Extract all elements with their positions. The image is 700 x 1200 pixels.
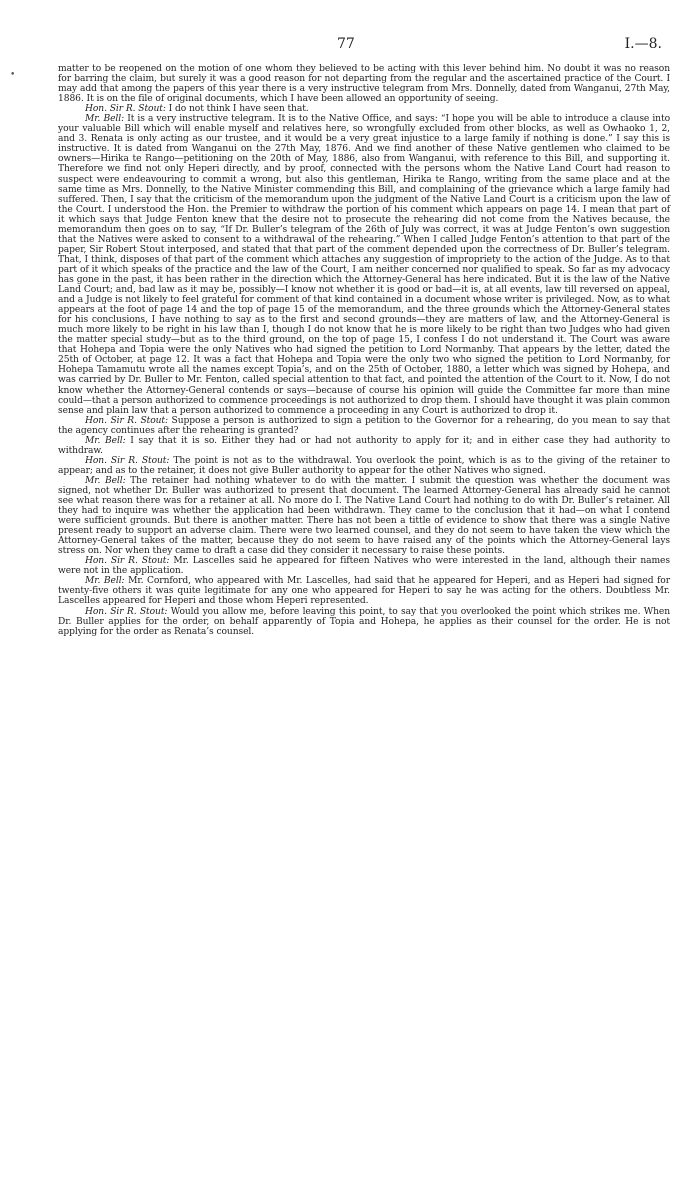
paragraph-text: matter to be reopened on the motion of one whom they believed to be acting with this lever behind him. No doubt it was no reason for barring the claim, but surely it was a good reason for not departing from the regular and the ascertained practice of the Court. I may add that among the papers of this year there is a very instructive telegram from Mrs. Donnelly, dated from Wanganui, 27th May, 1886. It is on the file of original documents, which I have been allowed an opportunity of seeing. (58, 64, 670, 105)
speaker-label: Hon. Sir R. Stout: (85, 606, 168, 617)
paragraph (58, 114, 670, 415)
speaker-label: Hon. Sir R. Stout: (85, 415, 169, 426)
speaker-label: Mr. Bell: (85, 475, 126, 486)
paragraph (58, 476, 670, 556)
speaker-label: Mr. Bell: (85, 576, 125, 587)
speaker-label: Hon. Sir R. Stout: (85, 104, 166, 115)
margin-mark: • (10, 70, 16, 80)
body-text (58, 64, 670, 637)
paragraph (58, 556, 670, 576)
paragraph-text: Mr. Cornford, who appeared with Mr. Lascelles, had said that he appeared for Heperi, and as Heperi had signed for twenty-five others it was quite legitimate for any one who appeared for Heperi to say he was acting for the others. Doubtless Mr. Lascelles appeared for Heperi and those whom Heperi represented. (58, 576, 670, 607)
paragraph-text: I say that it is so. Either they had or had not authority to apply for it; and in either case they had authority to withdraw. (58, 435, 670, 456)
paragraph (58, 607, 670, 637)
paragraph (58, 576, 670, 606)
page-number: 77 (337, 36, 355, 52)
page-header (0, 36, 700, 56)
paragraph-text: The retainer had nothing whatever to do with the matter. I submit the question was whether the document was signed, not whether Dr. Buller was authorized to present that document. The learned Attorney-General has already said he cannot see what reason there was for a retainer at all. No more do I. The Native Land Court had nothing to do with Dr. Buller’s retainer. All they had to inquire was whether the application had been withdrawn. They came to the conclusion that it had—on what I contend were sufficient grounds. But there is another matter. There has not been a tittle of evidence to show that there was a single Native present ready to support an adverse claim. There were two learned counsel, and they do not seem to have taken the view which the Attorney-General takes of the matter, because they do not seem to have raised any of the points which the Attorney-General lays stress on. Nor when they came to draft a case did they consider it necessary to raise these points. (58, 475, 670, 557)
speaker-label: Mr. Bell: (85, 114, 125, 125)
speaker-label: Mr. Bell: (85, 435, 126, 446)
paragraph-text: Suppose a person is authorized to sign a petition to the Governor for a rehearing, do you mean to say that the agency continues after the rehearing is granted? (58, 415, 670, 436)
paragraph (58, 104, 670, 114)
document-reference: I.—8. (624, 36, 662, 52)
paragraph-text: Would you allow me, before leaving this point, to say that you overlooked the point which strikes me. When Dr. Buller applies for the order, on behalf apparently of Topia and Hohepa, he applies as their counsel for the order. He is not applying for the order as Renata’s counsel. (58, 606, 670, 637)
speaker-label: Hon. Sir R. Stout: (85, 556, 170, 567)
paragraph-text: The point is not as to the withdrawal. You overlook the point, which is as to the giving of the retainer to appear; and as to the retainer, it does not give Buller authority to appear for the other Natives who signed. (58, 455, 670, 476)
paragraph-text: I do not think I have seen that. (165, 104, 309, 115)
paragraph (58, 64, 670, 104)
paragraph (58, 436, 670, 456)
paragraph (58, 456, 670, 476)
speaker-label: Hon. Sir R. Stout: (85, 455, 170, 466)
paragraph-text: Mr. Lascelles said he appeared for fifteen Natives who were interested in the land, although their names were not in the application. (58, 556, 670, 577)
paragraph (58, 416, 670, 436)
paragraph-text: It is a very instructive telegram. It is to the Native Office, and says: “I hope you will be able to introduce a clause into your valuable Bill which will enable myself and relatives here, so wrongfully excluded from other blocks, as well as Owhaoko 1, 2, and 3. Renata is only acting as our trustee, and it would be a very great injustice to a large family if nothing is done.” I say this is instructive. It is dated from Wanganui on the 27th May, 1876. And we find another of these Native gentlemen who claimed to be owners—Hirika te Rango—petitioning on the 20th of May, 1886, also from Wanganui, with reference to this Bill, and supporting it. Therefore we find not only Heperi directly, and by proof, connected with the persons whom the Native Land Court had reason to suspect were endeavouring to commit a wrong, but also this gentleman, Hirika te Rango, writing from the same place and at the same time as Mrs. Donnelly, to the Native Minister commending this Bill, and complaining of the grievance which a large family had suffered. Then, I say that the criticism of the memorandum upon the judgment of the Native Land Court is a criticism upon the law of the Court. I understood the Hon. the Premier to withdraw the portion of his comment which appears on page 14. I mean that part of it which says that Judge Fenton knew that the desire not to prosecute the rehearing did not come from the Natives because, the memorandum then goes on to say, “If Dr. Buller’s telegram of the 26th of July was correct, it was at Judge Fenton’s own suggestion that the Natives were asked to consent to a withdrawal of the rehearing.” When I called Judge Fenton’s attention to that part of the paper, Sir Robert Stout interposed, and stated that that part of the comment depended upon the correctness of Dr. Buller’s telegram. That, I think, disposes of that part of the comment which attaches any suggestion of impropriety to the action of the Judge. As to that part of it which speaks of the practice and the law of the Court, I am neither concerned nor qualified to speak. So far as my advocacy has gone in the past, it has been rather in the direction which the Attorney-General has here indicated. But it is the law of the Native Land Court; and, bad law as it may be, possibly—I know not whether it is good or bad—it is, at all events, law till reversed on appeal, and a Judge is not likely to feel grateful for comment of that kind contained in a document whose writer is privileged. Now, as to what appears at the foot of page 14 and the top of page 15 of the memorandum, and the three grounds which the Attorney-General states for his conclusions, I have nothing to say as to the first and second grounds—they are matters of law, and the Attorney-General is much more likely to be right in his law than I, though I do not know that he is more likely to be right than two Judges who had given the matter special study—but as to the third ground, on the top of page 15, I confess I do not understand it. The Court was aware that Hohepa and Topia were the only Natives who had signed the petition to Lord Normanby. That appears by the letter, dated the 25th of October, at page 12. It was a fact that Hohepa and Topia were the only two who signed the petition to Lord Normanby, for Hohepa Tamamutu wrote all the names except Topia’s, and on the 25th of October, 1880, a letter which was signed by Hohepa, and was carried by Dr. Buller to Mr. Fenton, called special attention to that fact, and pointed the attention of the Court to it. Now, I do not know whether the Attorney-General contends or says—because of course his opinion will guide the Committee far more than mine could—that a person authorized to commence proceedings is not authorized to drop them. I should have thought it was plain common sense and plain law that a person authorized to commence a proceeding in any Court is authorized to drop it. (58, 114, 670, 416)
